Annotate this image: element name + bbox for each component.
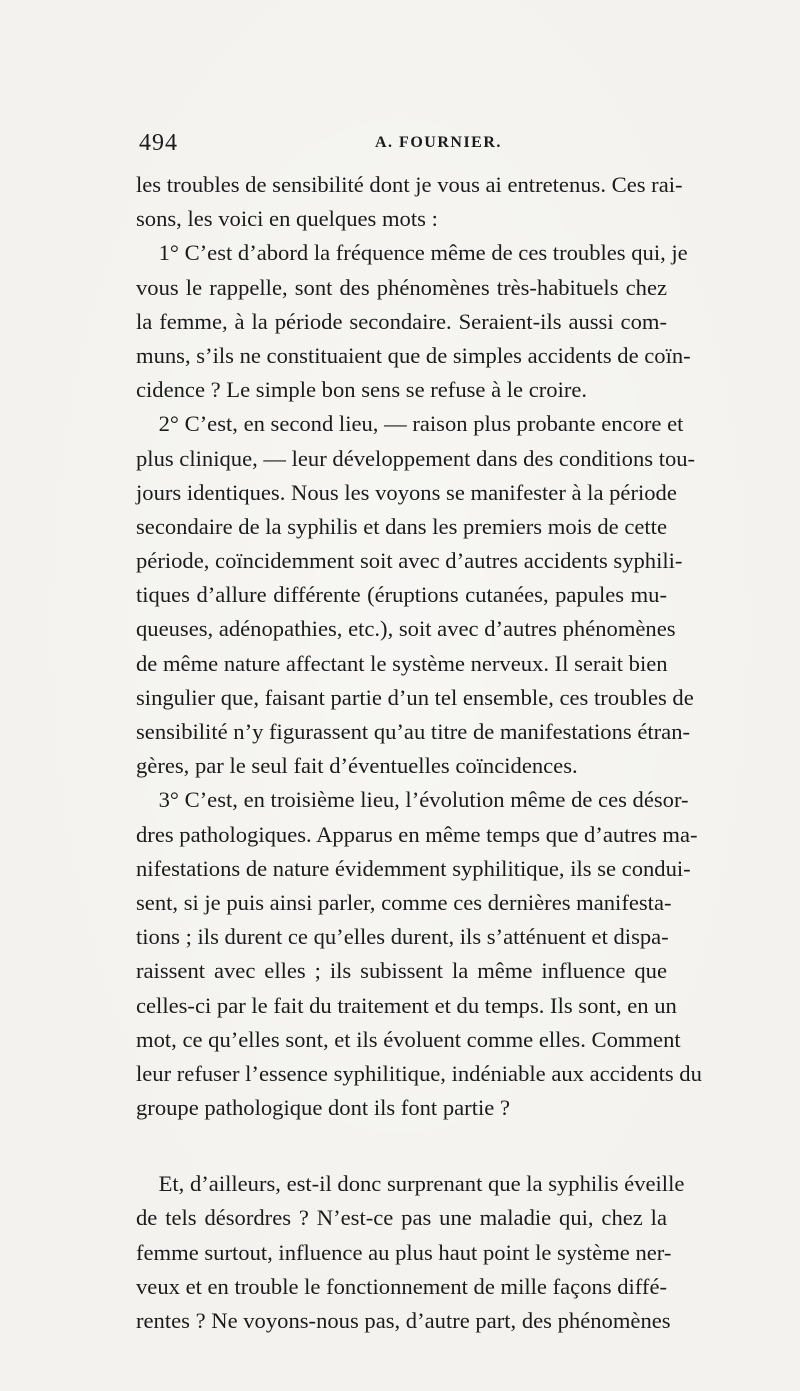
text-line: 3° C’est, en troisième lieu, l’évolution même de ces désor- [136, 787, 689, 813]
text-line: tions ; ils durent ce qu’elles durent, ils s’atténuent et dispa- [136, 924, 669, 950]
paragraph [136, 1167, 685, 1338]
text-line: veux et en trouble le fonctionnement de mille façons diffé- [136, 1273, 667, 1299]
text-line: secondaire de la syphilis et dans les premiers mois de cette [136, 513, 667, 539]
text-line: groupe pathologique dont ils font partie ? [136, 1095, 510, 1121]
text-line: muns, s’ils ne constituaient que de simples accidents de coïn- [136, 342, 691, 368]
paragraph [136, 168, 683, 236]
text-line: 1° C’est d’abord la fréquence même de ces troubles qui, je [136, 240, 688, 266]
page-number: 494 [139, 130, 178, 156]
paragraph [136, 407, 696, 783]
text-line: vous le rappelle, sont des phénomènes très-habituels chez [136, 274, 667, 300]
text-line: la femme, à la période secondaire. Seraient-ils aussi com- [136, 308, 667, 334]
text-line: période, coïncidemment soit avec d’autres accidents syphili- [136, 548, 683, 574]
text-line: sensibilité n’y figurassent qu’au titre de manifestations étran- [136, 719, 691, 744]
text-line: rentes ? Ne voyons-nous pas, d’autre part, des phénomènes [136, 1308, 671, 1333]
text-line: gères, par le seul fait d’éventuelles coïncidences. [136, 753, 578, 779]
text-line: tiques d’allure différente (éruptions cutanées, papules mu- [136, 582, 667, 608]
paragraph [136, 783, 702, 1125]
text-line: de tels désordres ? N’est-ce pas une maladie qui, chez la [136, 1205, 667, 1231]
text-line: singulier que, faisant partie d’un tel ensemble, ces troubles de [136, 684, 694, 710]
text-line: plus clinique, — leur développement dans des conditions tou- [136, 445, 696, 471]
text-line: raissent avec elles ; ils subissent la même influence que [136, 958, 667, 984]
text-line: cidence ? Le simple bon sens se refuse à le croire. [136, 377, 588, 403]
text-line: nifestations de nature évidemment syphilitique, ils se condui- [136, 855, 691, 881]
text-line: 2° C’est, en second lieu, — raison plus probante encore et [136, 411, 684, 437]
text-line: sons, les voici en quelques mots : [136, 206, 438, 232]
text-line: les troubles de sensibilité dont je vous ai entretenus. Ces rai- [136, 172, 683, 197]
text-line: sent, si je puis ainsi parler, comme ces dernières manifesta- [136, 889, 672, 915]
text-line: dres pathologiques. Apparus en même temps que d’autres ma- [136, 821, 698, 847]
text-line: de même nature affectant le système nerveux. Il serait bien [136, 650, 668, 676]
text-line: femme surtout, influence au plus haut point le système ner- [136, 1239, 672, 1265]
body-text [136, 168, 702, 1338]
running-head: A. FOURNIER. [375, 134, 502, 151]
text-line: jours identiques. Nous les voyons se manifester à la période [136, 479, 677, 505]
text-line: mot, ce qu’elles sont, et ils évoluent comme elles. Comment [136, 1026, 681, 1052]
text-line: queuses, adénopathies, etc.), soit avec d’autres phénomènes [136, 616, 676, 642]
page-header [139, 128, 664, 158]
text-line: celles-ci par le fait du traitement et du temps. Ils sont, en un [136, 992, 677, 1018]
text-line: Et, d’ailleurs, est-il donc surprenant que la syphilis éveille [136, 1171, 685, 1197]
text-line: leur refuser l’essence syphilitique, indéniable aux accidents du [136, 1060, 702, 1086]
paragraph [136, 236, 691, 407]
paragraph-gap [136, 1125, 667, 1167]
